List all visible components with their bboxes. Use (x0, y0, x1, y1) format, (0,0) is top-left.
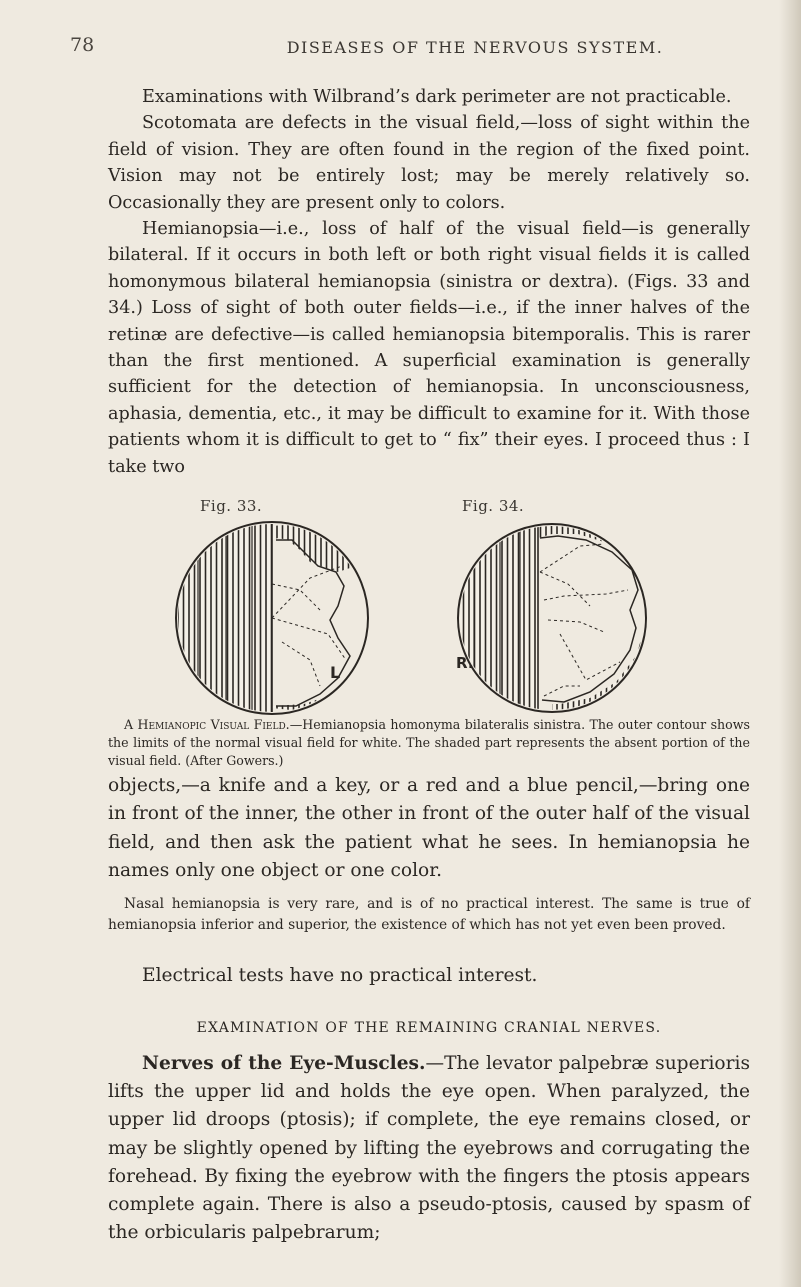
figure-33-side-letter: L (330, 663, 341, 682)
small-note-text: Nasal hemianopsia is very rare, and is of no practical interest. The same is true of hemianopsia inferior and superior, the existence of which has not yet even been proved. (108, 896, 750, 933)
opening-paragraphs (108, 84, 750, 480)
caption-text: —Hemianopsia homonyma bilateralis sinistra. The outer contour shows the limits of the normal visual field for white. The shaded part represents the absent portion of the visual field. (After Gowers.) (108, 717, 750, 768)
paragraph-hemianopsia: Hemianopsia—i.e., loss of half of the visual field—is generally bilateral. If it occurs in both left or both right visual fields it is called homonymous bilateral hemianopsia (sinistra or dextra). (Figs. 33 and 34.) Loss of sight of both outer fields—i.e., if the inner halves of the retinæ are defective—is called hemianopsia bitemporalis. This is rarer than the first mentioned. A superficial examination is generally sufficient for the detection of hemianopsia. In unconsciousness, aphasia, dementia, etc., it may be difficult to examine for it. With those patients whom it is difficult to get to “ fix” their eyes. I proceed thus : I take two (108, 219, 750, 477)
figure-34-side-letter: R. (456, 654, 474, 672)
figure-34-visual-field (440, 510, 670, 716)
running-title: DISEASES OF THE NERVOUS SYSTEM. (286, 38, 664, 57)
small-print-note (108, 894, 750, 936)
paragraph-electrical (108, 962, 750, 990)
figure-34-label: Fig. 34. (462, 497, 525, 515)
remaining-field-contour (540, 536, 638, 702)
page-number: 78 (70, 34, 95, 56)
paragraph-lead-term: Nerves of the Eye-Muscles. (142, 1053, 426, 1074)
paragraph-scotomata: Scotomata are defects in the visual field,—loss of sight within the field of vision. They are often found in the region of the fixed point. Vision may not be entirely lost; may be merely relatively so. Occasionally they are present only to colors. (108, 113, 750, 213)
paragraph-eye-muscles-text: —The levator palpebræ superioris lifts the upper lid and holds the eye open. When paralyzed, the upper lid droops (ptosis); if complete, the eye remains closed, or may be slightly opened by lifting the eyebrows and corrugating the forehead. By fixing the eyebrow with the fingers the ptosis appears complete again. There is also a pseudo-ptosis, caused by spasm of the orbicularis palpebrarum; (108, 1053, 750, 1244)
paragraph-electrical-text: Electrical tests have no practical interest. (142, 965, 538, 986)
paragraph-eye-muscles (108, 1050, 750, 1247)
running-head (70, 34, 770, 64)
shaded-absent-half (440, 510, 538, 716)
shaded-upper-right (272, 520, 350, 572)
section-heading: EXAMINATION OF THE REMAINING CRANIAL NERVES. (196, 1020, 662, 1036)
paragraph-objects (108, 772, 750, 886)
figure-33-label: Fig. 33. (200, 497, 263, 515)
paragraph-objects-text: objects,—a knife and a key, or a red and a blue pencil,—bring one in front of the inner, the other in front of the outer half of the visual field, and then ask the patient what he sees. In hemianopsia he names only one object or one color. (108, 775, 750, 882)
caption-lead: A Hemianopic Visual Field. (124, 717, 290, 732)
page-edge-shadow (779, 0, 801, 1287)
figure-33-visual-field (160, 510, 380, 716)
paragraph-perimeter: Examinations with Wilbrand’s dark perimeter are not practicable. (142, 87, 732, 107)
figure-caption (108, 716, 750, 770)
